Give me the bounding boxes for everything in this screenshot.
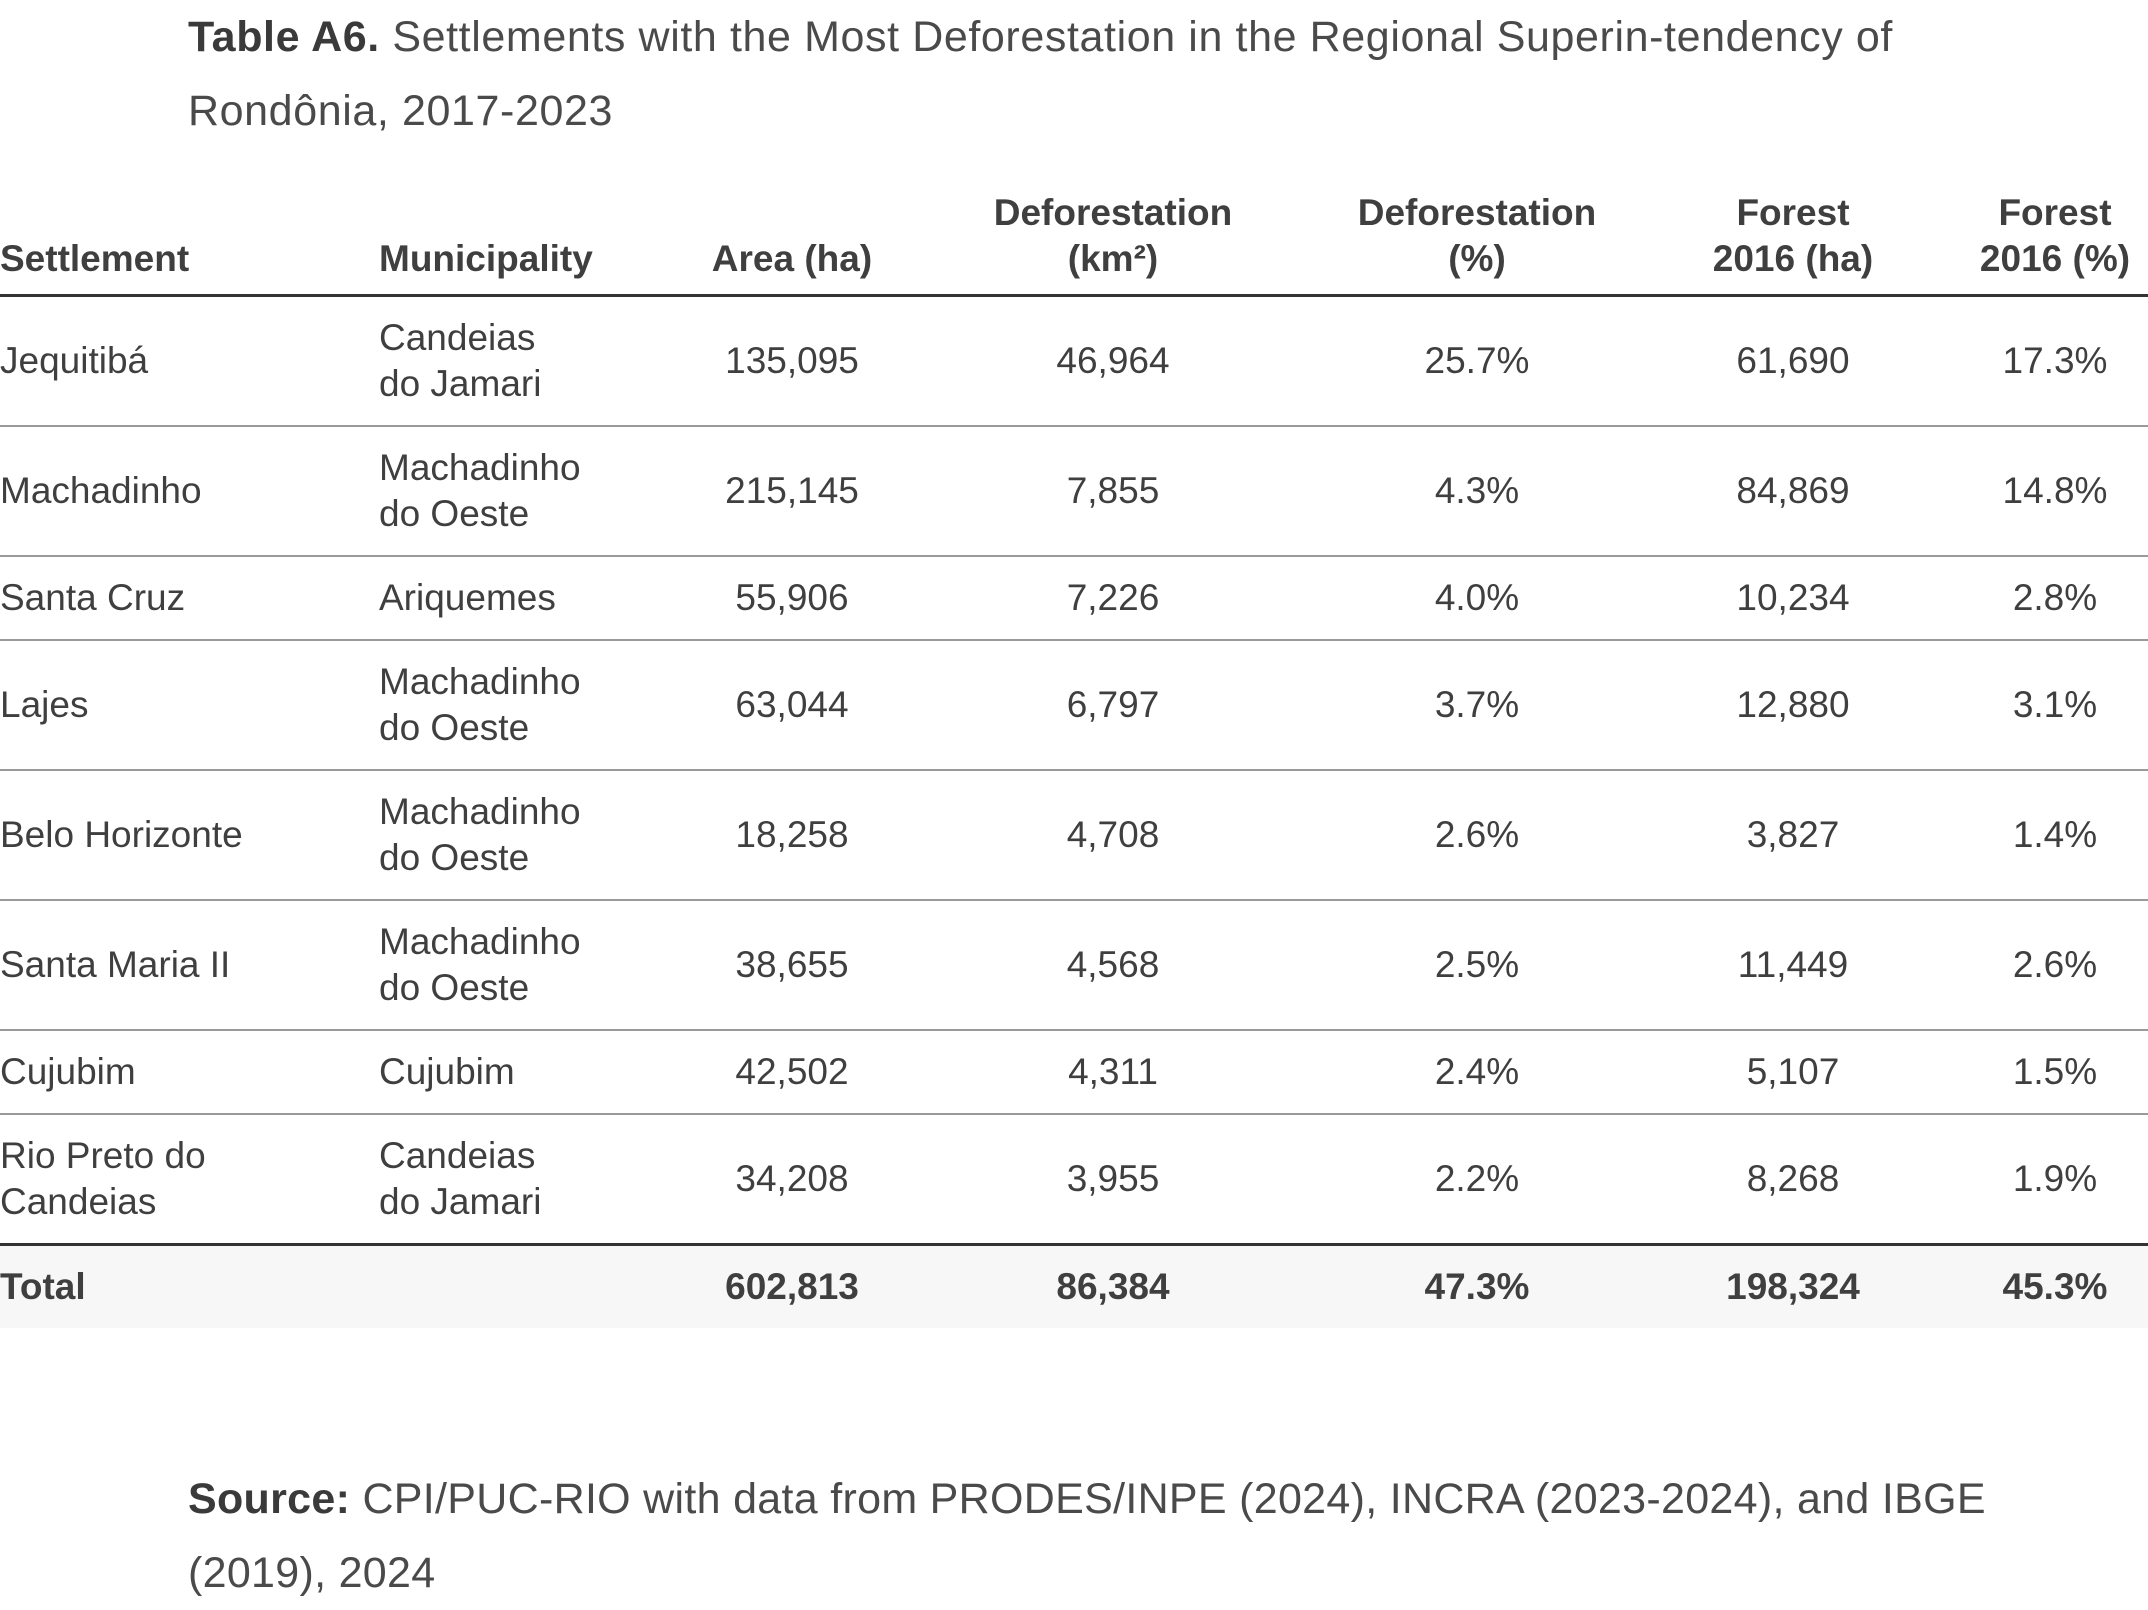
- cell-settlement: Lajes: [0, 640, 379, 770]
- cell-municipality: Machadinho do Oeste: [379, 770, 688, 900]
- cell-deforestation-pct: 2.2%: [1330, 1114, 1624, 1245]
- cell-forest-ha: 84,869: [1624, 426, 1962, 556]
- cell-municipality: Machadinho do Oeste: [379, 640, 688, 770]
- cell-settlement: Belo Horizonte: [0, 770, 379, 900]
- total-area: 602,813: [688, 1245, 896, 1329]
- table-row: [0, 770, 2148, 900]
- cell-deforestation-km2: 6,797: [896, 640, 1330, 770]
- cell-forest-pct: 2.6%: [1962, 900, 2148, 1030]
- header-municipality: Municipality: [379, 190, 688, 296]
- cell-area: 215,145: [688, 426, 896, 556]
- table-row: [0, 640, 2148, 770]
- cell-deforestation-km2: 3,955: [896, 1114, 1330, 1245]
- total-forest-pct: 45.3%: [1962, 1245, 2148, 1329]
- cell-municipality: Machadinho do Oeste: [379, 900, 688, 1030]
- cell-forest-ha: 5,107: [1624, 1030, 1962, 1114]
- cell-area: 55,906: [688, 556, 896, 640]
- cell-deforestation-pct: 25.7%: [1330, 296, 1624, 427]
- table-caption: [188, 0, 1988, 148]
- cell-deforestation-pct: 2.5%: [1330, 900, 1624, 1030]
- total-deforestation-km2: 86,384: [896, 1245, 1330, 1329]
- cell-area: 18,258: [688, 770, 896, 900]
- table-row: [0, 1030, 2148, 1114]
- cell-forest-ha: 61,690: [1624, 296, 1962, 427]
- caption-text: Settlements with the Most Deforestation in the Regional Superin-tendency of Rondônia, 2017-2023: [188, 13, 1893, 135]
- table-row: [0, 900, 2148, 1030]
- cell-area: 42,502: [688, 1030, 896, 1114]
- cell-forest-ha: 3,827: [1624, 770, 1962, 900]
- table-total-row: [0, 1245, 2148, 1329]
- cell-deforestation-km2: 4,311: [896, 1030, 1330, 1114]
- header-deforestation-pct: Deforestation (%): [1330, 190, 1624, 296]
- cell-deforestation-km2: 7,226: [896, 556, 1330, 640]
- source-text: CPI/PUC-RIO with data from PRODES/INPE (2024), INCRA (2023-2024), and IBGE (2019), 2024: [188, 1475, 1986, 1597]
- total-forest-ha: 198,324: [1624, 1245, 1962, 1329]
- cell-forest-pct: 14.8%: [1962, 426, 2148, 556]
- cell-area: 38,655: [688, 900, 896, 1030]
- cell-municipality: Machadinho do Oeste: [379, 426, 688, 556]
- source-label: Source:: [188, 1475, 351, 1523]
- table-row: [0, 1114, 2148, 1245]
- cell-forest-pct: 17.3%: [1962, 296, 2148, 427]
- cell-area: 34,208: [688, 1114, 896, 1245]
- cell-forest-ha: 11,449: [1624, 900, 1962, 1030]
- cell-settlement: Machadinho: [0, 426, 379, 556]
- cell-deforestation-km2: 7,855: [896, 426, 1330, 556]
- total-label: Total: [0, 1245, 379, 1329]
- cell-area: 135,095: [688, 296, 896, 427]
- cell-deforestation-pct: 3.7%: [1330, 640, 1624, 770]
- cell-settlement: Santa Cruz: [0, 556, 379, 640]
- cell-forest-ha: 8,268: [1624, 1114, 1962, 1245]
- cell-municipality: Candeias do Jamari: [379, 1114, 688, 1245]
- caption-label: Table A6.: [188, 13, 380, 61]
- cell-municipality: Candeias do Jamari: [379, 296, 688, 427]
- cell-municipality: Cujubim: [379, 1030, 688, 1114]
- cell-forest-pct: 1.9%: [1962, 1114, 2148, 1245]
- deforestation-table: [0, 190, 2148, 1328]
- cell-settlement: Rio Preto do Candeias: [0, 1114, 379, 1245]
- cell-settlement: Santa Maria II: [0, 900, 379, 1030]
- cell-deforestation-km2: 46,964: [896, 296, 1330, 427]
- cell-deforestation-pct: 2.6%: [1330, 770, 1624, 900]
- cell-area: 63,044: [688, 640, 896, 770]
- table-row: [0, 556, 2148, 640]
- cell-deforestation-pct: 4.0%: [1330, 556, 1624, 640]
- cell-deforestation-km2: 4,568: [896, 900, 1330, 1030]
- cell-municipality: Ariquemes: [379, 556, 688, 640]
- cell-deforestation-pct: 4.3%: [1330, 426, 1624, 556]
- source-note: [188, 1462, 2088, 1610]
- cell-forest-pct: 2.8%: [1962, 556, 2148, 640]
- table-row: [0, 426, 2148, 556]
- total-deforestation-pct: 47.3%: [1330, 1245, 1624, 1329]
- total-municipality-empty: [379, 1245, 688, 1329]
- cell-forest-pct: 3.1%: [1962, 640, 2148, 770]
- deforestation-table-container: [0, 190, 2148, 1328]
- table-header-row: [0, 190, 2148, 296]
- cell-forest-ha: 10,234: [1624, 556, 1962, 640]
- header-deforestation-km2: Deforestation (km²): [896, 190, 1330, 296]
- cell-settlement: Jequitibá: [0, 296, 379, 427]
- cell-forest-pct: 1.5%: [1962, 1030, 2148, 1114]
- cell-deforestation-km2: 4,708: [896, 770, 1330, 900]
- cell-settlement: Cujubim: [0, 1030, 379, 1114]
- cell-deforestation-pct: 2.4%: [1330, 1030, 1624, 1114]
- cell-forest-ha: 12,880: [1624, 640, 1962, 770]
- cell-forest-pct: 1.4%: [1962, 770, 2148, 900]
- header-settlement: Settlement: [0, 190, 379, 296]
- header-forest-pct: Forest 2016 (%): [1962, 190, 2148, 296]
- table-row: [0, 296, 2148, 427]
- header-area: Area (ha): [688, 190, 896, 296]
- header-forest-ha: Forest 2016 (ha): [1624, 190, 1962, 296]
